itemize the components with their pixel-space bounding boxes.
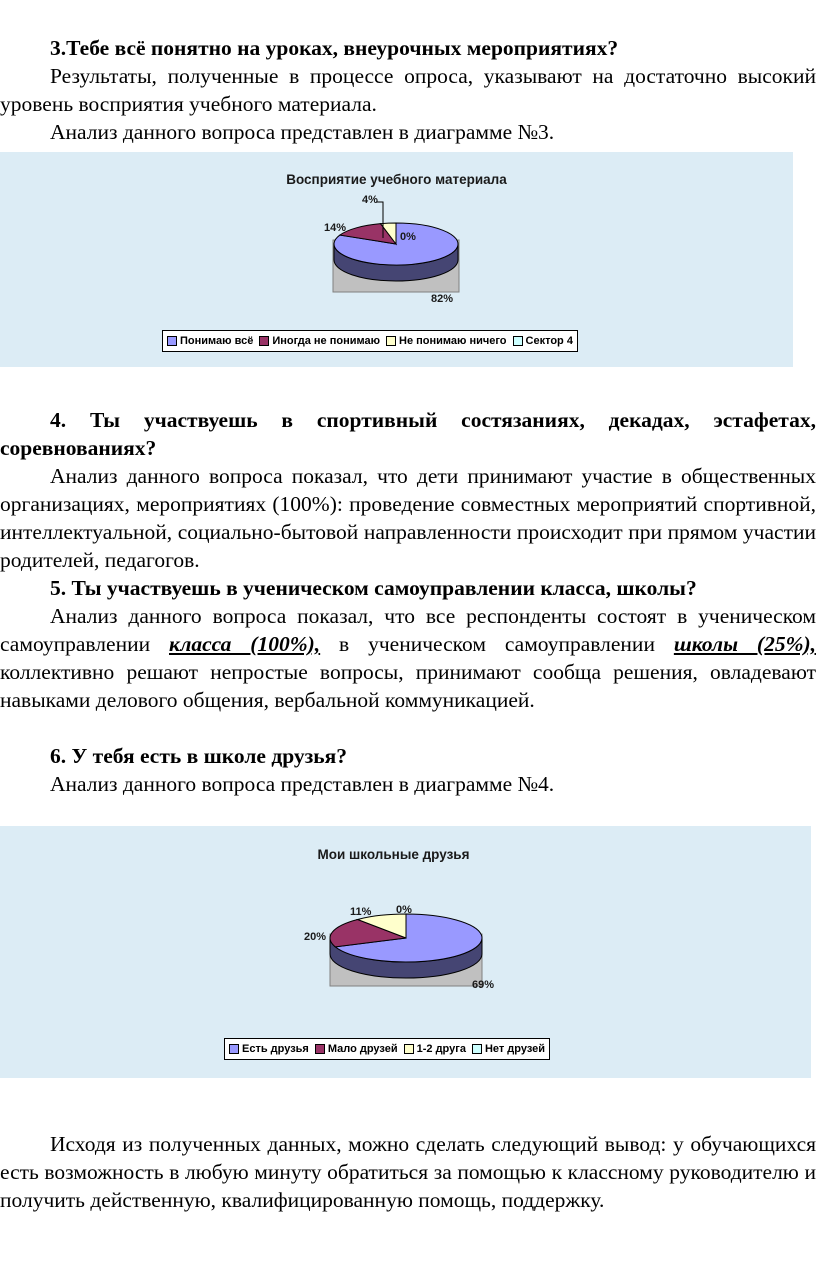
legend-label: Сектор 4 (525, 335, 573, 347)
q4-heading: 4. Ты участвуешь в спортивный состязаниях, декадах, эстафетах, соревнованиях? (0, 408, 816, 460)
legend-swatch (315, 1044, 325, 1054)
q3-heading: 3.Тебе всё понятно на уроках, внеурочных мероприятиях? (50, 36, 619, 60)
legend-item (386, 335, 507, 347)
legend-swatch (259, 336, 269, 346)
chart-perception-label-82: 82% (431, 293, 454, 305)
legend-swatch (167, 336, 177, 346)
legend-item (229, 1043, 309, 1055)
chart-perception-label-0: 0% (400, 231, 416, 243)
q6-heading: 6. У тебя есть в школе друзья? (50, 744, 348, 768)
q5-emphasis-school: школы (25%), (673, 632, 816, 656)
legend-item (513, 335, 573, 347)
chart-friends-legend (224, 1038, 550, 1060)
legend-label: Есть друзья (242, 1043, 309, 1055)
legend-label: Мало друзей (327, 1043, 398, 1055)
chart-friends-label-0: 0% (396, 904, 412, 916)
chart-perception-legend (162, 330, 578, 352)
legend-label: Понимаю всё (180, 335, 254, 347)
q3-paragraph: Результаты, полученные в процессе опроса, указывают на достаточно высокий уровень восприятия учебного материала. (0, 64, 816, 116)
q5-emphasis-class: класса (100%), (169, 632, 321, 656)
legend-label: 1-2 друга (416, 1043, 466, 1055)
chart-perception-title: Восприятие учебного материала (286, 172, 507, 187)
q4-paragraph: Анализ данного вопроса показал, что дети принимают участие в общественных организациях, мероприятиях (100%): проведение совместных мероприятий спортивной, интеллектуальной, социально-бытовой направленности происходит при прямом участии родителей, педагогов. (0, 464, 816, 572)
chart-friends-title: Мои школьные друзья (317, 847, 470, 862)
chart-friends-label-69: 69% (472, 979, 495, 991)
legend-label: Не понимаю ничего (399, 335, 507, 347)
legend-item (259, 335, 380, 347)
q5-heading: 5. Ты участвуешь в ученическом самоуправлении класса, школы? (50, 576, 697, 600)
q5-text-a: Анализ данного вопроса показал, что все респонденты состоят в ученическом самоуправлении (0, 604, 816, 656)
legend-item (167, 335, 253, 347)
chart-perception-label-4: 4% (362, 194, 378, 206)
q3-chart-ref: Анализ данного вопроса представлен в диаграмме №3. (50, 120, 555, 144)
chart-friends-label-11: 11% (350, 906, 372, 918)
legend-label: Нет друзей (484, 1043, 546, 1055)
q5-text-b: в ученическом самоуправлении (320, 632, 674, 656)
chart-perception (0, 152, 793, 367)
legend-item (404, 1043, 466, 1055)
conclusion-paragraph: Исходя из полученных данных, можно сделать следующий вывод: у обучающихся есть возможность в любую минуту обратиться за помощью к классному руководителю и получить действенную, квалифицированную помощь, поддержку. (0, 1132, 816, 1212)
q6-chart-ref: Анализ данного вопроса представлен в диаграмме №4. (50, 772, 555, 796)
legend-item (472, 1043, 545, 1055)
chart-perception-label-14: 14% (324, 222, 347, 234)
legend-label: Иногда не понимаю (272, 335, 381, 347)
legend-swatch (229, 1044, 239, 1054)
legend-swatch (513, 336, 523, 346)
chart-friends-label-20: 20% (304, 931, 327, 943)
chart-friends (0, 826, 811, 1078)
q5-paragraph (0, 602, 816, 714)
legend-swatch (386, 336, 396, 346)
q5-text-c: коллективно решают непростые вопросы, принимают сообща решения, овладевают навыками делового общения, вербальной коммуникацией. (0, 660, 816, 712)
legend-swatch (472, 1044, 482, 1054)
legend-swatch (404, 1044, 414, 1054)
legend-item (315, 1043, 398, 1055)
